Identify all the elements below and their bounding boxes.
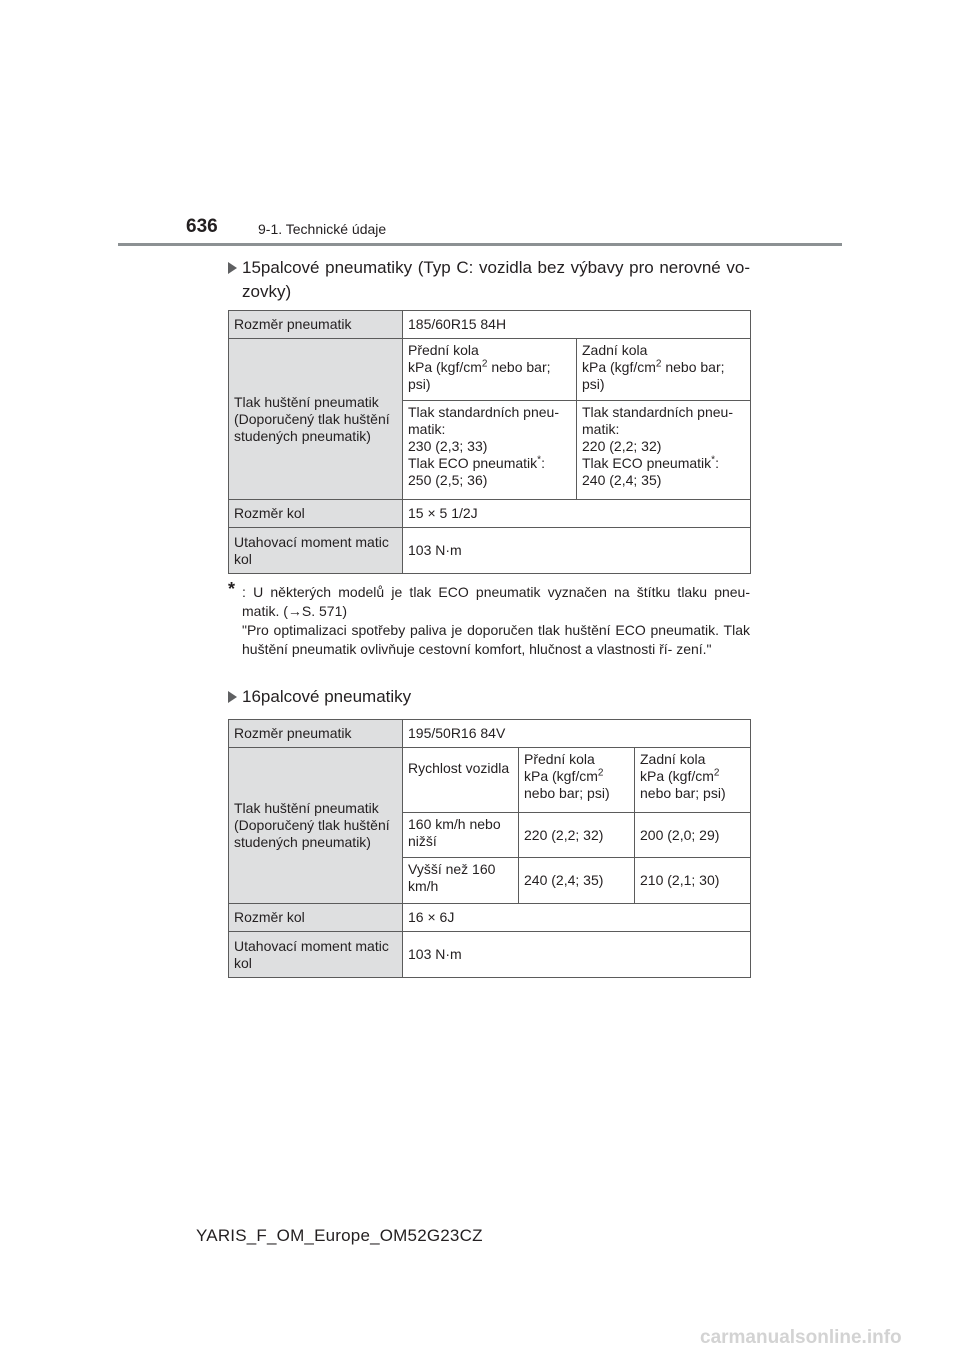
wheel-size-label: Rozměr kol — [229, 904, 403, 932]
triangle-bullet-icon — [228, 262, 237, 274]
triangle-bullet-icon — [228, 691, 237, 703]
tire-size-label: Rozměr pneumatik — [229, 720, 403, 748]
section-title: 9-1. Technické údaje — [258, 221, 387, 237]
tire-size-value: 195/50R16 84V — [403, 720, 751, 748]
footnote-marker: * — [228, 579, 236, 599]
section2-heading-text: 16palcové pneumatiky — [242, 687, 412, 706]
section2-heading — [228, 685, 750, 709]
tire-table-15 — [228, 310, 751, 574]
wheel-size-value: 16 × 6J — [403, 904, 751, 932]
section1-heading-text: 15palcové pneumatiky (Typ C: vozidla bez výbavy pro nerovné vo- zovky) — [242, 258, 750, 301]
rear-pressure-cell: 210 (2,1; 30) — [635, 858, 751, 904]
torque-value: 103 N·m — [403, 528, 751, 574]
tire-size-label: Rozměr pneumatik — [229, 311, 403, 339]
pressure-label: Tlak huštění pneumatik (Doporučený tlak huštění studených pneumatik) — [229, 748, 403, 904]
speed-cell: Vyšší než 160 km/h — [403, 858, 519, 904]
section1-heading — [228, 256, 750, 304]
header-divider — [118, 243, 842, 246]
front-pressure-cell: 220 (2,2; 32) — [519, 813, 635, 858]
front-wheel-header: Přední kola kPa ($kgf/cm^2$ nebo bar; psi) — [403, 339, 577, 401]
speed-header: Rychlost vozidla — [403, 748, 519, 813]
wheel-size-value: 15 × 5 1/2J — [403, 500, 751, 528]
footnote — [228, 579, 750, 659]
speed-cell: 160 km/h nebo nižší — [403, 813, 519, 858]
wheel-size-label: Rozměr kol — [229, 500, 403, 528]
torque-value: 103 N·m — [403, 932, 751, 978]
rear-pressure-cell: Tlak standardních pneu- matik: 220 (2,2; 32) Tlak ECO pneumatik*: 240 (2,4; 35) — [577, 401, 751, 500]
page-number: 636 — [186, 216, 218, 237]
front-pressure-cell: 240 (2,4; 35) — [519, 858, 635, 904]
rear-pressure-cell: 200 (2,0; 29) — [635, 813, 751, 858]
watermark: carmanualsonline.info — [700, 1327, 902, 1348]
rear-wheel-header: Zadní kola kPa ($kgf/cm^2$ nebo bar; psi) — [577, 339, 751, 401]
rear-wheel-header: Zadní kola kPa ($kgf/cm^2$ nebo bar; psi) — [635, 748, 751, 813]
torque-label: Utahovací moment matic kol — [229, 528, 403, 574]
tire-table-16 — [228, 719, 751, 978]
front-wheel-header: Přední kola kPa ($kgf/cm^2$ nebo bar; psi) — [519, 748, 635, 813]
footnote-line-1: : U některých modelů je tlak ECO pneumatik vyznačen na štítku tlaku pneu- matik. (→S. 571) — [242, 584, 750, 619]
tire-size-value: 185/60R15 84H — [403, 311, 751, 339]
front-pressure-cell: Tlak standardních pneu- matik: 230 (2,3; 33) Tlak ECO pneumatik*: 250 (2,5; 36) — [403, 401, 577, 500]
document-code: YARIS_F_OM_Europe_OM52G23CZ — [196, 1226, 483, 1245]
pressure-label: Tlak huštění pneumatik (Doporučený tlak huštění studených pneumatik) — [229, 339, 403, 500]
footnote-line-2: "Pro optimalizaci spotřeby paliva je doporučen tlak huštění ECO pneumatik. Tlak huštění pneumatik ovlivňuje cestovní komfort, hlučnost a vlastnosti ří- zení." — [242, 622, 750, 657]
torque-label: Utahovací moment matic kol — [229, 932, 403, 978]
